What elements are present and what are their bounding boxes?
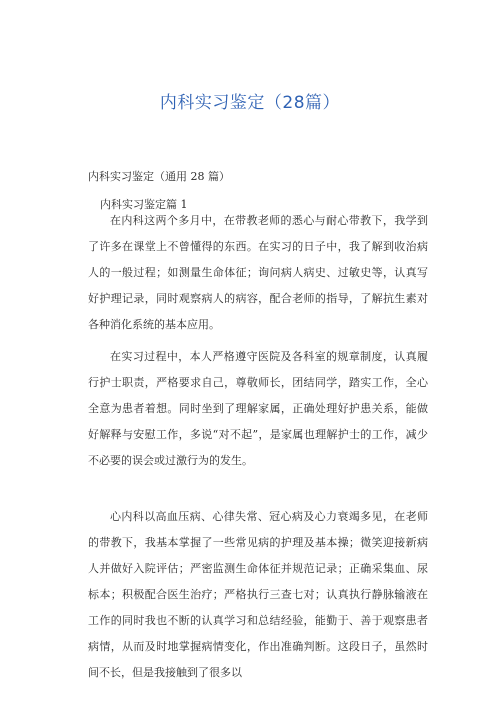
document-title: 内科实习鉴定（28篇） (159, 93, 341, 113)
section-heading: 内科实习鉴定篇 1 (100, 198, 188, 211)
document-subtitle: 内科实习鉴定（通用 28 篇） (88, 170, 230, 183)
paragraph-1: 在内科这两个多月中，在带教老师的悉心与耐心带教下，我学到了许多在课堂上不曾懂得的东西。在实习的日子中，我了解到收治病人的一般过程；如测量生命体征；询问病人病史、过敏史等，认真写好护理记录，同时观察病人的病容，配合老师的指导，了解抗生素对各种消化系统的基本应用。 (88, 214, 428, 331)
paragraph-2: 在实习过程中，本人严格遵守医院及各科室的规章制度，认真履行护士职责，严格要求自己，尊敬师长，团结同学，踏实工作，全心全意为患者着想。同时坐到了理解家属，正确处理好护患关系，能做好解释与安慰工作，多说“对不起”，是家属也理解护士的工作，减少不必要的误会或过激行为的发生。 (88, 350, 428, 467)
paragraph-3: 心内科以高血压病、心律失常、冠心病及心力衰竭多见，在老师的带教下，我基本掌握了一些常见病的护理及基本操；微笑迎接新病人并做好入院评估；严密监测生命体征并规范记录；正确采集血、尿标本；积极配合医生治疗；严格执行三查七对；认真执行静脉输液在工作的同时我也不断的认真学习和总结经验，能勤于、善于观察患者病情，从而及时地掌握病情变化，作出准确判断。这段日子，虽然时间不长，但是我接触到了很多以 (88, 510, 428, 679)
